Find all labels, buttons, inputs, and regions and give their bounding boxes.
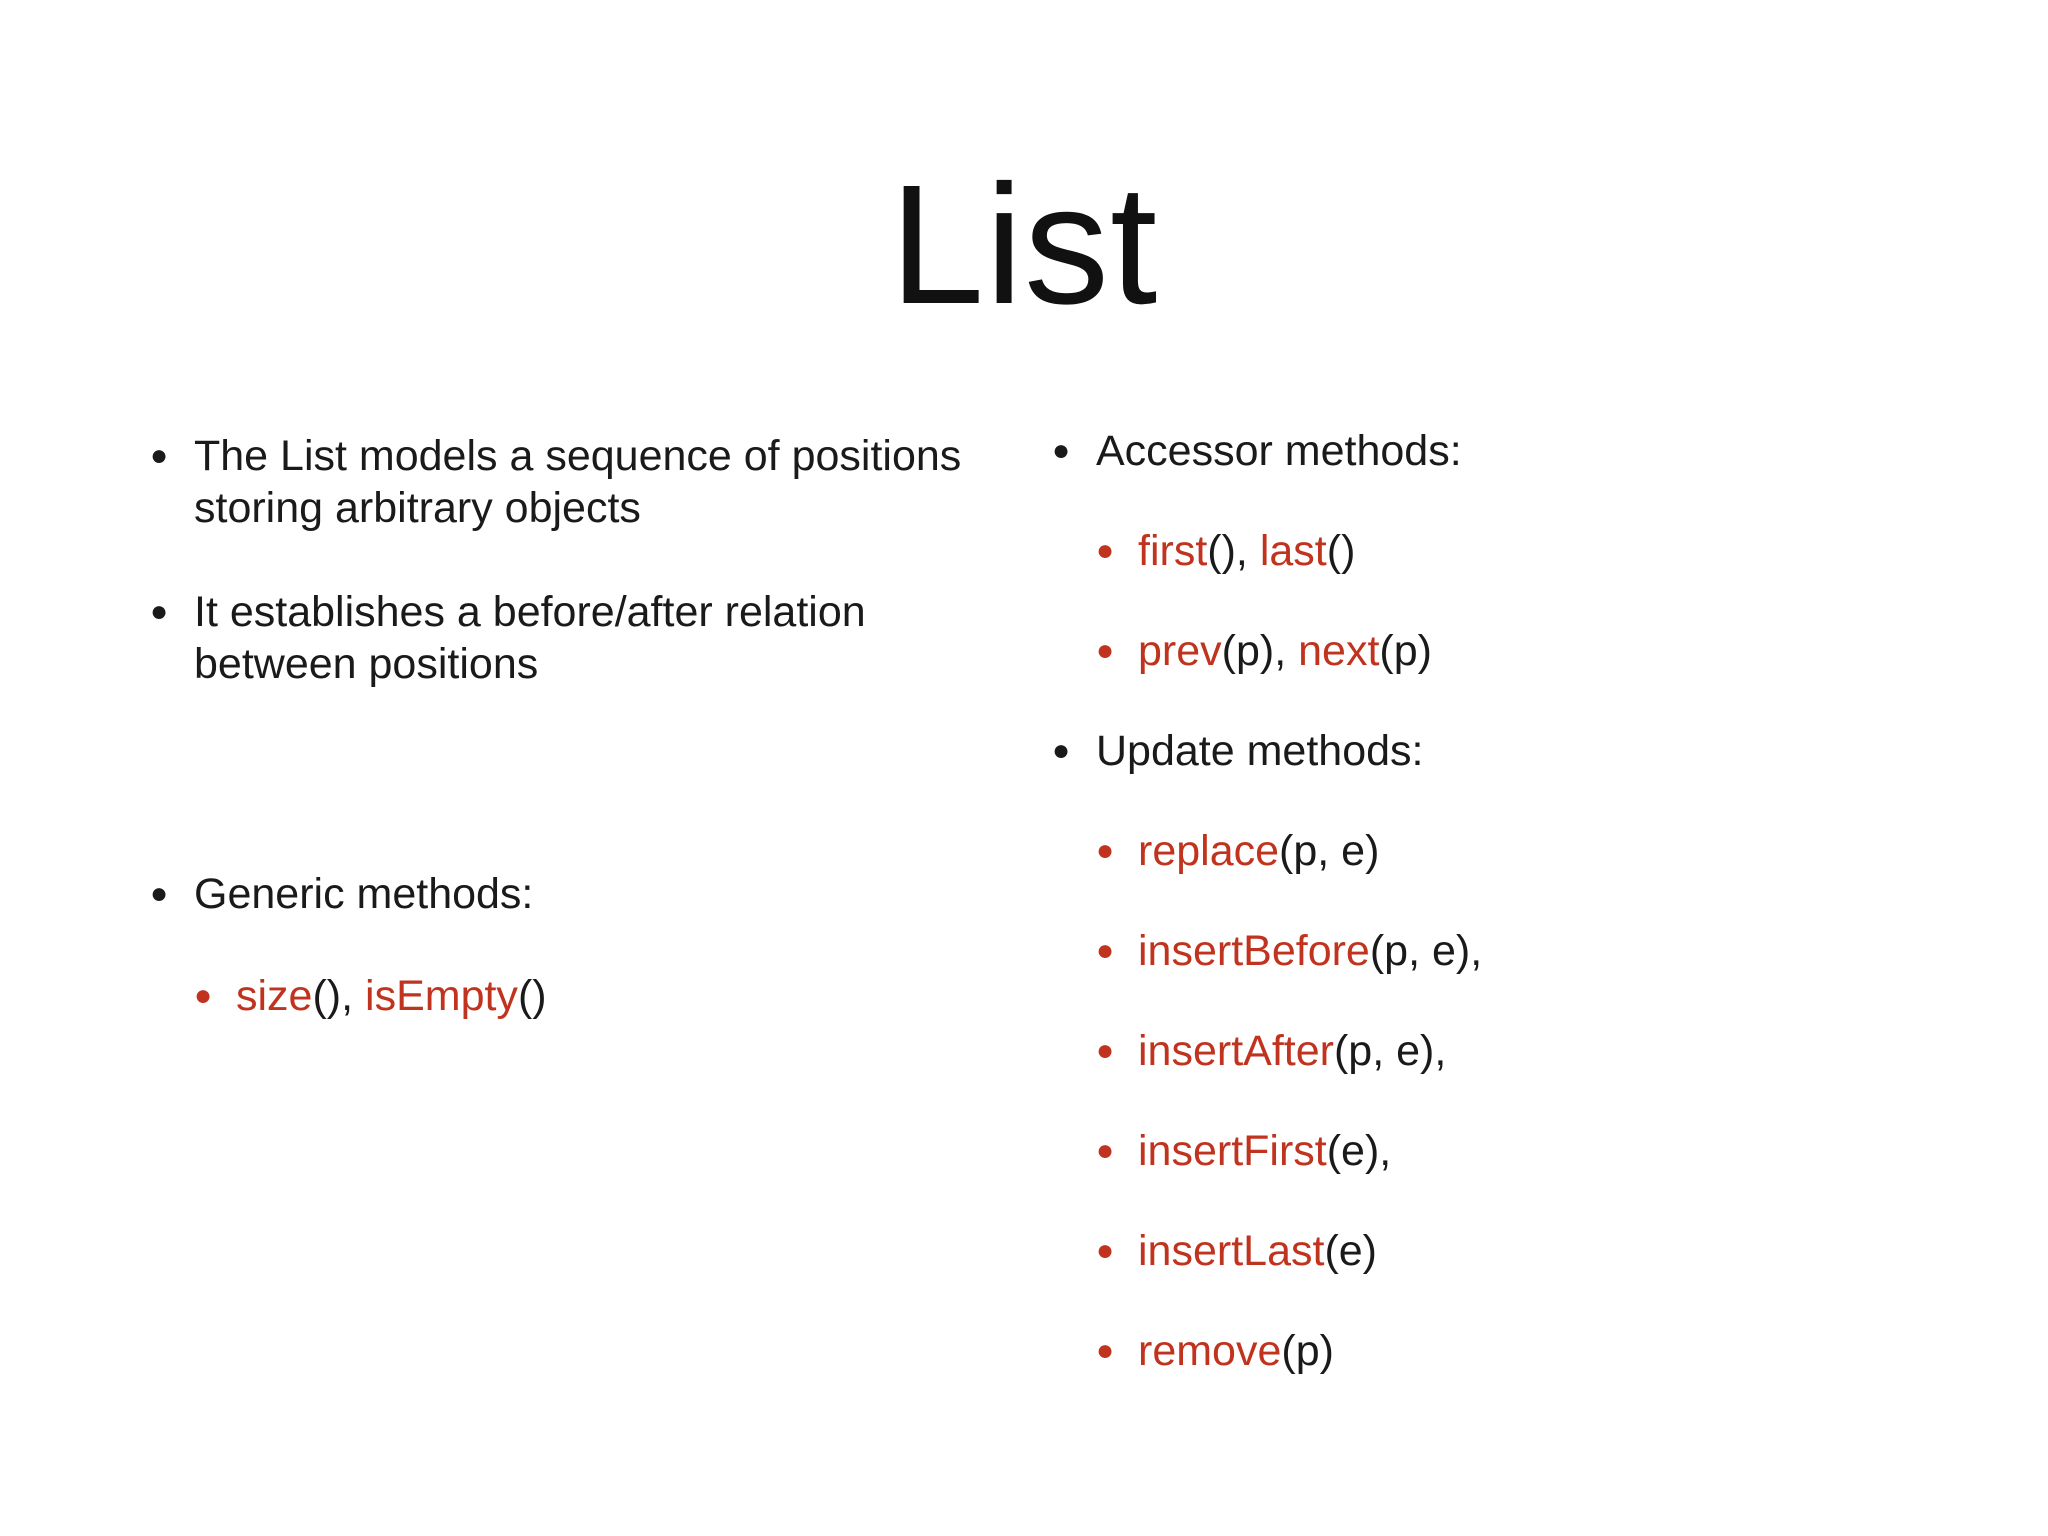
bullet-dot-icon: ● <box>150 877 169 910</box>
sub-bullet-update-method <box>1096 1325 1952 1377</box>
sub-bullet-update-method <box>1096 1225 1952 1277</box>
method-name: isEmpty <box>365 972 518 1020</box>
left-bullet-list <box>150 430 1020 1022</box>
bullet-dot-icon: ● <box>1052 734 1071 767</box>
method-name: last <box>1259 527 1327 575</box>
method-args: (p) <box>1281 1327 1334 1375</box>
method-args: (e), <box>1326 1127 1392 1175</box>
bullet-dot-icon: ● <box>1052 434 1071 467</box>
bullet-text: The List models a sequence of positions storing arbitrary objects <box>194 432 962 532</box>
method-args: (p, e) <box>1279 827 1380 875</box>
sub-bullet-dot-icon: ● <box>1096 1334 1115 1367</box>
bullet-before-after-relation <box>150 586 1020 690</box>
sub-bullet-dot-icon: ● <box>1096 1034 1115 1067</box>
sub-bullet-size-isempty <box>194 970 1020 1022</box>
method-args: (), <box>1207 527 1260 575</box>
method-name: insertFirst <box>1138 1127 1327 1175</box>
sub-bullet-dot-icon: ● <box>1096 1234 1115 1267</box>
bullet-generic-methods <box>150 868 1020 920</box>
method-name: replace <box>1138 827 1280 875</box>
method-args: () <box>1326 527 1356 575</box>
sub-bullet-update-method <box>1096 925 1952 977</box>
sub-bullet-dot-icon: ● <box>1096 1134 1115 1167</box>
method-name: size <box>236 972 313 1020</box>
bullet-accessor-methods <box>1052 425 1952 477</box>
method-name: insertAfter <box>1138 1027 1334 1075</box>
sub-bullet-update-method <box>1096 1125 1952 1177</box>
sub-bullet-dot-icon: ● <box>1096 834 1115 867</box>
method-name: remove <box>1138 1327 1282 1375</box>
bullet-text: Update methods: <box>1096 727 1424 775</box>
slide-title: List <box>889 150 1159 340</box>
sub-bullet-update-method <box>1096 825 1952 877</box>
method-args: (p) <box>1379 627 1432 675</box>
method-name: insertBefore <box>1138 927 1370 975</box>
bullet-text: Generic methods: <box>194 870 534 918</box>
sub-bullet-dot-icon: ● <box>1096 934 1115 967</box>
method-args: (p, e), <box>1333 1027 1447 1075</box>
method-name: next <box>1298 627 1380 675</box>
bullet-list-models-sequence <box>150 430 1020 534</box>
method-args: () <box>517 972 547 1020</box>
sub-bullet-prev-next <box>1096 625 1952 677</box>
sub-bullet-dot-icon: ● <box>194 979 213 1012</box>
sub-bullet-dot-icon: ● <box>1096 634 1115 667</box>
sub-bullet-first-last <box>1096 525 1952 577</box>
method-args: (p, e), <box>1369 927 1483 975</box>
right-bullet-list <box>1052 425 1952 1377</box>
sub-bullet-dot-icon: ● <box>1096 534 1115 567</box>
method-args: (), <box>312 972 366 1020</box>
method-name: first <box>1138 527 1208 575</box>
method-name: insertLast <box>1138 1227 1325 1275</box>
bullet-text: It establishes a before/after relation between positions <box>194 588 866 688</box>
method-args: (e) <box>1324 1227 1377 1275</box>
method-args: (p), <box>1221 627 1299 675</box>
bullet-update-methods <box>1052 725 1952 777</box>
sub-bullet-update-method <box>1096 1025 1952 1077</box>
bullet-dot-icon: ● <box>150 595 169 628</box>
bullet-dot-icon: ● <box>150 439 169 472</box>
method-name: prev <box>1138 627 1222 675</box>
bullet-text: Accessor methods: <box>1096 427 1462 475</box>
